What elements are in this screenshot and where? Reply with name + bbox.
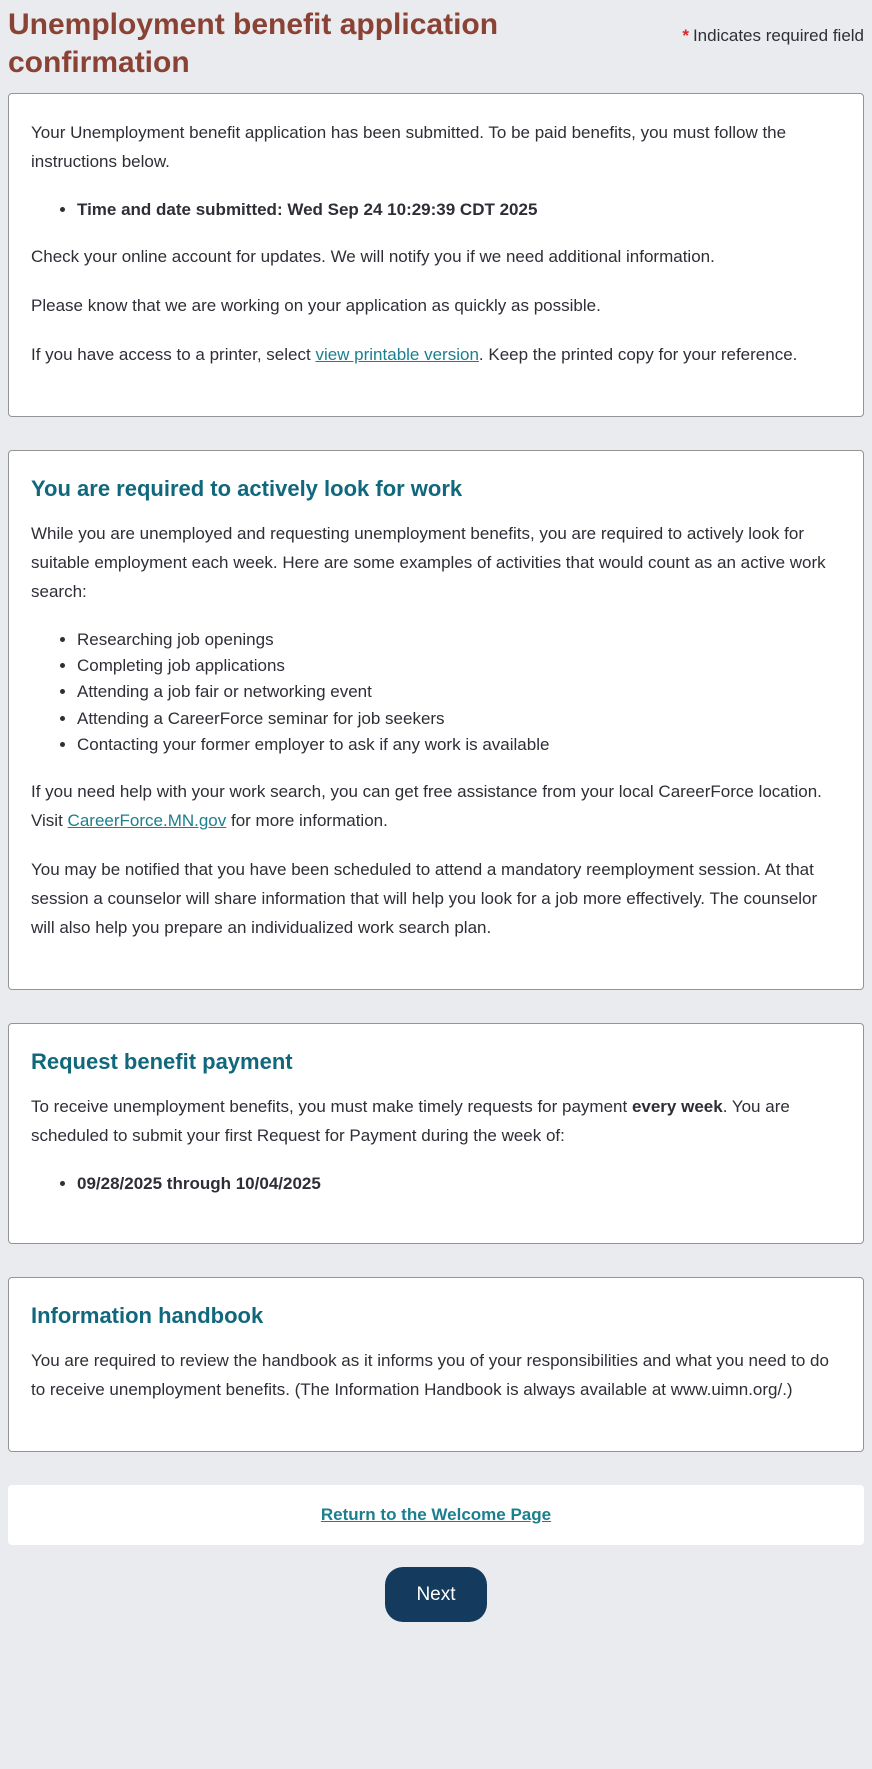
printable-version-text [31,341,841,370]
confirmation-card [8,93,864,417]
work-search-card [8,450,864,990]
page-header [8,6,864,82]
careerforce-help-text [31,778,841,836]
submission-time-item: • Time and date submitted: Wed Sep 24 10:29:39 CDT 2025 [77,197,841,223]
payment-week-item: • 09/28/2025 through 10/04/2025 [77,1171,841,1197]
reemployment-session-text: You may be notified that you have been scheduled to attend a mandatory reemployment session. At that session a counselor will share information that will help you look for a job more effectively. The counselor will also help you prepare an individualized work search plan. [31,860,818,937]
printable-text-after: . Keep the printed copy for your reference. [478,345,798,365]
activity-item: • Researching job openings [77,627,841,653]
payment-body-text [31,1093,841,1151]
submission-time-list [31,197,841,223]
work-search-intro-text: While you are unemployed and requesting unemployment benefits, you are required to actively look for suitable employment each week. Here are some examples of activities that would count as an active work search: [31,523,826,601]
submission-intro-text: Your Unemployment benefit application has been submitted. To be paid benefits, you must follow the instructions below. [31,123,787,172]
required-asterisk: * [682,26,689,45]
return-welcome-page-link[interactable]: Return to the Welcome Page [320,1504,552,1524]
help-text-after: for more information. [226,811,388,831]
payment-week-list [31,1171,841,1197]
activity-item: • Contacting your former employer to ask if any work is available [77,732,841,758]
required-field-note [682,6,864,46]
activity-item: • Attending a job fair or networking event [77,679,841,705]
handbook-body-text: You are required to review the handbook as it informs you of your responsibilities and what you need to do to receive unemployment benefits. (The Information Handbook is always available at www.uimn.org/.) [31,1350,829,1399]
required-note-text: Indicates required field [692,26,864,45]
careerforce-link[interactable]: CareerForce.MN.gov [67,811,227,831]
payment-text-before: To receive unemployment benefits, you must make timely requests for payment [31,1096,632,1116]
activity-item: • Completing job applications [77,653,841,679]
check-account-text: Check your online account for updates. We will notify you if we need additional information. [31,247,715,267]
help-text-before: If you need help with your work search, you can get free assistance from your local CareerForce location. Visit [31,782,822,831]
payment-heading: Request benefit payment [31,1048,293,1074]
work-search-heading: You are required to actively look for work [31,475,463,501]
return-link-bar [8,1485,864,1545]
activity-item: • Attending a CareerForce seminar for job seekers [77,706,841,732]
page-title: Unemployment benefit application confirmation [8,8,499,80]
payment-card [8,1023,864,1244]
processing-text: Please know that we are working on your application as quickly as possible. [31,296,601,316]
printable-text-before: If you have access to a printer, select [31,345,316,365]
payment-text-bold: every week [631,1096,723,1116]
handbook-card [8,1277,864,1452]
work-search-activities-list [31,627,841,759]
view-printable-version-link[interactable]: view printable version [315,345,479,365]
button-row [8,1567,864,1622]
next-button[interactable]: Next [385,1567,486,1622]
payment-text-after: . You are scheduled to submit your first Request for Payment during the week of: [31,1096,790,1145]
handbook-heading: Information handbook [31,1302,264,1328]
